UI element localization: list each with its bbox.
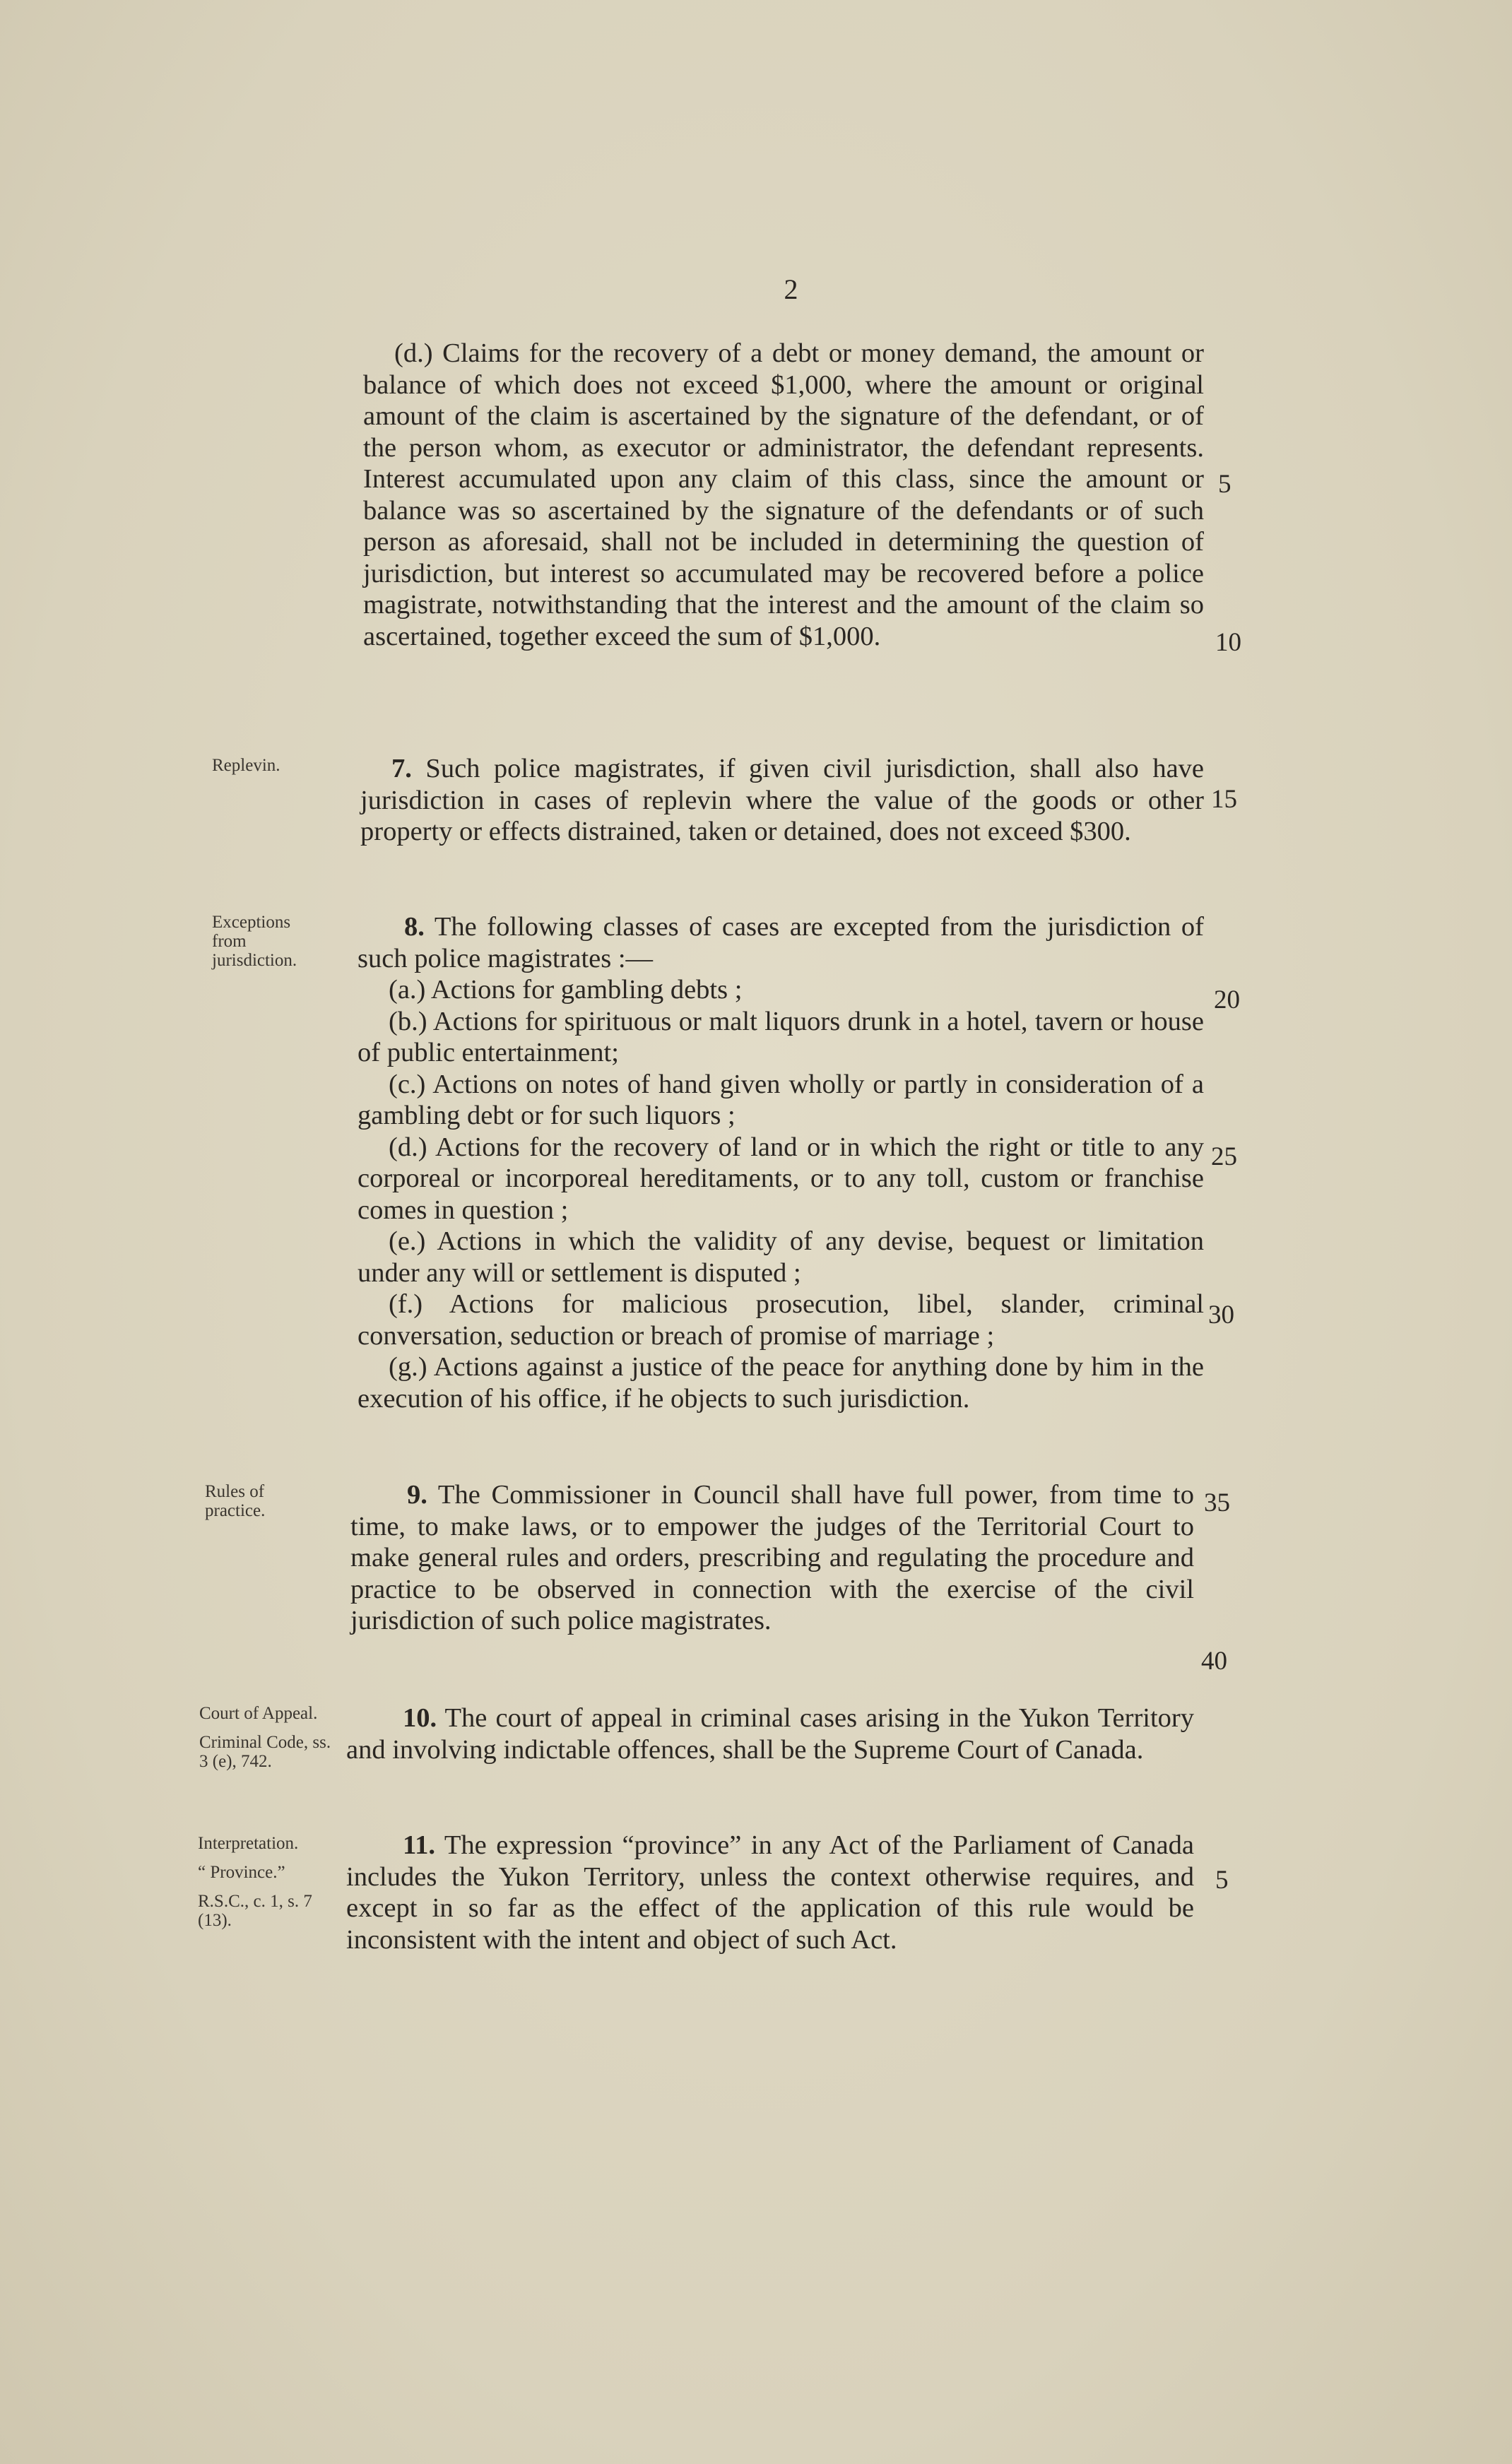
line-number: 25 xyxy=(1211,1142,1237,1171)
section-9-text: The Commissioner in Council shall have full power, from time to time, to make laws, or to empower the judges of the Territorial Court to make general rules and orders, prescribing and regulating the procedure and practice to be observed in connection with the exercise of the civil jurisdiction of such police magistrates. xyxy=(350,1480,1194,1635)
margin-note-rules-of-practice: Rules of practice. xyxy=(205,1482,266,1520)
section-8-number: 8. xyxy=(404,912,425,942)
section-8-text: The following classes of cases are excepted from the jurisdiction of such police magistrates :— xyxy=(358,912,1204,973)
section-10-text: The court of appeal in criminal cases arising in the Yukon Territory and involving indictable offences, shall be the Supreme Court of Canada. xyxy=(346,1703,1194,1765)
line-number: 5 xyxy=(1218,470,1232,499)
section-8-item-a: (a.) Actions for gambling debts ; xyxy=(389,975,743,1005)
margin-note-interpretation: Interpretation. xyxy=(198,1834,299,1853)
line-number: 40 xyxy=(1201,1647,1227,1676)
margin-notes-section-10 xyxy=(199,1704,333,1781)
section-10-number: 10. xyxy=(403,1703,437,1733)
page-number: 2 xyxy=(784,273,799,305)
section-7-number: 7. xyxy=(391,754,412,783)
section-8-item-c: (c.) Actions on notes of hand given wholly or partly in consideration of a gambling debt or for such liquors ; xyxy=(358,1069,1204,1130)
margin-note-court-of-appeal: Court of Appeal. xyxy=(199,1704,318,1723)
margin-note-criminal-code: Criminal Code, ss. 3 (e), 742. xyxy=(199,1733,331,1771)
section-9-number: 9. xyxy=(407,1480,427,1510)
margin-note-province: “ Province.” xyxy=(198,1863,285,1882)
section-11-number: 11. xyxy=(403,1830,436,1860)
section-7 xyxy=(360,753,1204,848)
section-8 xyxy=(358,911,1204,1414)
line-number: 5 xyxy=(1215,1866,1229,1895)
section-11-text: The expression “province” in any Act of the Parliament of Canada includes the Yukon Territory, unless the context otherwise requires, and except in so far as the effect of the application of this rule would be inconsistent with the intent and object of such Act. xyxy=(346,1830,1194,1955)
line-number: 30 xyxy=(1208,1301,1234,1329)
section-8-item-g: (g.) Actions against a justice of the peace for anything done by him in the execution of his office, if he objects to such jurisdiction. xyxy=(358,1352,1204,1414)
margin-notes-section-11 xyxy=(198,1834,332,1940)
section-11 xyxy=(346,1830,1194,1955)
section-10 xyxy=(346,1702,1194,1765)
section-8-item-f: (f.) Actions for malicious prosecution, libel, slander, criminal conversation, seduction or breach of promise of marriage ; xyxy=(358,1289,1204,1351)
margin-note-rsc: R.S.C., c. 1, s. 7 (13). xyxy=(198,1892,312,1930)
clause-d-text: (d.) Claims for the recovery of a debt or money demand, the amount or balance of which does not exceed $1,000, where the amount or original amount of the claim is ascertained by the signature of the defendant, or of the person whom, as executor or administrator, the defendant represents. Interest accumulated upon any claim of this class, since the amount or balance was so ascertained by the signature of the defendants or of such person as aforesaid, shall not be included in determining the question of jurisdiction, but interest so accumulated may be recovered before a police magistrate, notwithstanding that the interest and the amount of the claim so ascertained, together exceed the sum of $1,000. xyxy=(363,338,1204,651)
line-number: 35 xyxy=(1204,1488,1230,1517)
section-7-text: Such police magistrates, if given civil jurisdiction, shall also have jurisdiction in cases of replevin where the value of the goods or other property or effects distrained, taken or detained, does not exceed $300. xyxy=(360,754,1205,846)
margin-note-exceptions: Exceptions from jurisdiction. xyxy=(212,913,297,970)
line-number: 15 xyxy=(1211,785,1237,814)
line-number: 20 xyxy=(1214,985,1240,1014)
section-8-item-e: (e.) Actions in which the validity of any devise, bequest or limitation under any will or settlement is disputed ; xyxy=(358,1226,1204,1288)
margin-note-replevin: Replevin. xyxy=(212,756,280,775)
section-8-item-b: (b.) Actions for spirituous or malt liquors drunk in a hotel, tavern or house of public entertainment; xyxy=(358,1006,1204,1067)
section-8-item-d: (d.) Actions for the recovery of land or in which the right or title to any corporeal or incorporeal hereditaments, or to any toll, custom or franchise comes in question ; xyxy=(358,1132,1204,1225)
section-9 xyxy=(350,1479,1194,1637)
line-number: 10 xyxy=(1215,628,1241,657)
clause-d-claims xyxy=(363,338,1204,652)
